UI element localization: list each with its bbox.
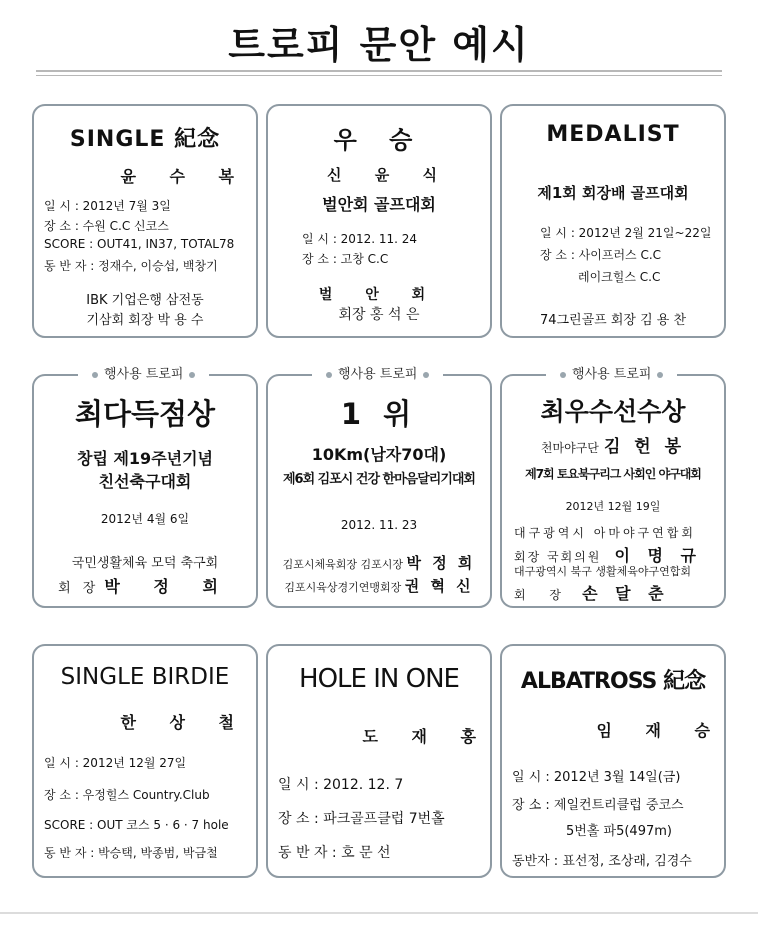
trophy-card-winner bbox=[266, 104, 492, 338]
card-heading: 최우수선수상 bbox=[540, 397, 686, 426]
card-heading: SINGLE 紀念 bbox=[69, 127, 221, 152]
recipient-row bbox=[502, 432, 724, 457]
detail-companions: 동반자 : 표선정, 조상래, 김경수 bbox=[512, 854, 692, 869]
recipient-name: 김 헌 봉 bbox=[603, 437, 686, 457]
detail-date: 일 시 : 2012년 3월 14일(금) bbox=[512, 770, 681, 785]
event-line-1: 10Km(남자70대) bbox=[311, 445, 447, 464]
presenter-row bbox=[34, 574, 256, 597]
card-heading: MEDALIST bbox=[546, 122, 680, 147]
bullet-icon bbox=[326, 372, 332, 378]
detail-companions: 동 반 자 : 정재수, 이승섭, 백창기 bbox=[44, 259, 218, 273]
event-line-2: 친선축구대회 bbox=[98, 472, 192, 491]
detail-date: 일 시 : 2012년 12월 27일 bbox=[44, 756, 187, 770]
trophy-card-mvp bbox=[500, 374, 726, 608]
presenter-name: 권 혁 신 bbox=[404, 577, 474, 595]
recipient-name: 임 재 승 bbox=[596, 721, 724, 740]
presenter-name: 박 정 희 bbox=[406, 554, 476, 572]
bullet-icon bbox=[423, 372, 429, 378]
presenter-org: 벌 안 회 bbox=[318, 287, 440, 303]
bullet-icon bbox=[92, 372, 98, 378]
card-heading: 최다득점상 bbox=[74, 397, 216, 431]
presenter-title: 회장 국회의원 bbox=[514, 550, 602, 564]
detail-place: 장 소 : 우정힐스 Country.Club bbox=[44, 788, 210, 802]
presenter-row-1 bbox=[268, 552, 490, 573]
bullet-icon bbox=[657, 372, 663, 378]
trophy-card-top-scorer bbox=[32, 374, 258, 608]
event-date: 2012. 11. 23 bbox=[340, 518, 418, 532]
detail-companions: 동 반 자 : 박승택, 박종범, 박금철 bbox=[44, 846, 218, 860]
trophy-card-single-birdie bbox=[32, 644, 258, 878]
presenter-name: 박 정 희 bbox=[104, 577, 232, 596]
trophy-card-single bbox=[32, 104, 258, 338]
event-name: 제7회 토요북구리그 사회인 야구대회 bbox=[525, 467, 701, 481]
presenter-title: 김포시육상경기연맹회장 bbox=[284, 581, 402, 594]
bullet-icon bbox=[560, 372, 566, 378]
presenter-name: 회장 홍 석 은 bbox=[338, 307, 420, 323]
card-heading: HOLE IN ONE bbox=[299, 664, 459, 694]
detail-place: 장 소 : 사이프러스 C.C bbox=[540, 248, 662, 262]
event-date: 2012년 4월 6일 bbox=[100, 512, 190, 526]
presenter: 74그린골프 회장 김 용 찬 bbox=[539, 313, 687, 328]
presenter-name: 이 명 규 bbox=[614, 546, 702, 565]
trophy-card-first-place bbox=[266, 374, 492, 608]
detail-score: SCORE : OUT 코스 5 · 6 · 7 hole bbox=[44, 818, 229, 832]
detail-date: 일 시 : 2012년 2월 21일~22일 bbox=[540, 226, 712, 240]
presenter-org-1: 대구광역시 아마야구연합회 bbox=[514, 526, 696, 540]
tag-label: 행사용 트로피 bbox=[104, 367, 184, 382]
card-heading: 우 승 bbox=[333, 126, 425, 154]
trophy-card-albatross bbox=[500, 644, 726, 878]
presenter-row-2 bbox=[502, 581, 724, 604]
presenter-title: 회 장 bbox=[58, 581, 100, 596]
detail-place: 장 소 : 제일컨트리클럽 중코스 bbox=[512, 798, 684, 813]
presenter-name: 기삼회 회장 박 용 수 bbox=[86, 313, 204, 328]
tag-label: 행사용 트로피 bbox=[572, 367, 652, 382]
detail-place: 장 소 : 파크골프클럽 7번홀 bbox=[278, 811, 445, 827]
presenter-title: 회 장 bbox=[514, 588, 571, 602]
event-name: 제1회 회장배 골프대회 bbox=[537, 184, 689, 202]
presenter-org: IBK 기업은행 삼전동 bbox=[86, 293, 204, 308]
recipient-name: 윤 수 복 bbox=[120, 167, 248, 186]
recipient-name: 도 재 홍 bbox=[362, 727, 490, 746]
detail-date: 일 시 : 2012. 12. 7 bbox=[278, 777, 404, 793]
tag-label: 행사용 트로피 bbox=[338, 367, 418, 382]
bullet-icon bbox=[189, 372, 195, 378]
detail-date: 일 시 : 2012년 7월 3일 bbox=[44, 199, 171, 213]
page-title: 트로피 문안 예시 bbox=[228, 23, 530, 67]
detail-score: SCORE : OUT41, IN37, TOTAL78 bbox=[44, 237, 235, 251]
recipient-name: 한 상 철 bbox=[120, 713, 248, 732]
detail-date: 일 시 : 2012. 11. 24 bbox=[302, 232, 418, 246]
detail-companions: 동 반 자 : 호 문 선 bbox=[278, 845, 391, 861]
event-trophy-tag bbox=[78, 365, 209, 385]
event-trophy-tag bbox=[546, 365, 677, 385]
recipient-name: 신 윤 식 bbox=[327, 166, 451, 184]
trophy-card-hole-in-one bbox=[266, 644, 492, 878]
card-heading: 1 위 bbox=[340, 397, 418, 431]
title-divider bbox=[36, 70, 722, 72]
presenter-name: 손 달 춘 bbox=[582, 584, 670, 603]
event-trophy-tag bbox=[312, 365, 443, 385]
detail-hole: 5번홀 파5(497m) bbox=[566, 824, 672, 839]
event-line-2: 제6회 김포시 건강 한마음달리기대회 bbox=[283, 472, 475, 487]
presenter-org-2: 대구광역시 북구 생활체육야구연합회 bbox=[514, 565, 692, 578]
card-heading: ALBATROSS 紀念 bbox=[520, 669, 706, 694]
event-line-1: 창립 제19주년기념 bbox=[76, 449, 214, 468]
card-heading: SINGLE BIRDIE bbox=[60, 664, 230, 690]
bottom-divider bbox=[0, 912, 758, 914]
presenter-org: 국민생활체육 모덕 축구회 bbox=[71, 556, 219, 571]
presenter-title: 김포시체육회장 김포시장 bbox=[282, 558, 403, 571]
trophy-card-medalist bbox=[500, 104, 726, 338]
event-date: 2012년 12월 19일 bbox=[565, 500, 661, 513]
presenter-row-2 bbox=[268, 575, 490, 596]
detail-place: 장 소 : 고창 C.C bbox=[302, 252, 389, 266]
title-divider-thin bbox=[36, 75, 722, 76]
detail-place-2: 레이크힐스 C.C bbox=[578, 270, 661, 284]
event-name: 벌안회 골프대회 bbox=[322, 195, 436, 214]
detail-place: 장 소 : 수원 C.C 신코스 bbox=[44, 219, 169, 233]
recipient-team: 천마야구단 bbox=[540, 441, 599, 455]
